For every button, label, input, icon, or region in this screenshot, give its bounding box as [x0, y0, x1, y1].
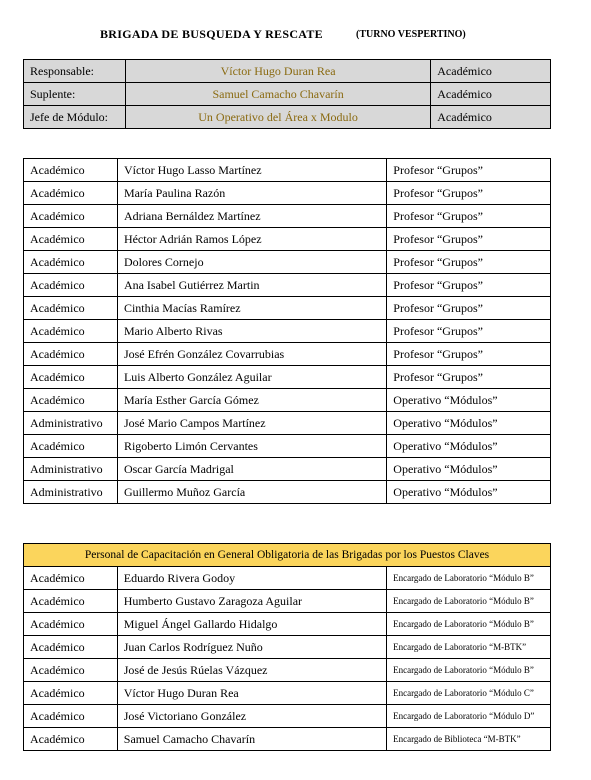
member-row: [24, 389, 551, 412]
member-name: Guillermo Muñoz García: [117, 481, 386, 504]
member-row: [24, 320, 551, 343]
member-row: [24, 458, 551, 481]
leadership-name: Samuel Camacho Chavarín: [125, 83, 430, 106]
training-type: Académico: [24, 567, 118, 590]
leadership-row: [24, 83, 551, 106]
training-row: [24, 705, 551, 728]
training-row: [24, 590, 551, 613]
member-role: Profesor “Grupos”: [387, 205, 551, 228]
training-type: Académico: [24, 705, 118, 728]
member-type: Administrativo: [24, 458, 118, 481]
member-name: Cinthia Macías Ramírez: [117, 297, 386, 320]
member-role: Profesor “Grupos”: [387, 343, 551, 366]
member-row: [24, 274, 551, 297]
member-type: Administrativo: [24, 412, 118, 435]
member-name: Dolores Cornejo: [117, 251, 386, 274]
member-type: Académico: [24, 366, 118, 389]
leadership-role: Académico: [431, 83, 551, 106]
member-type: Académico: [24, 159, 118, 182]
leadership-row: [24, 60, 551, 83]
training-role: Encargado de Laboratorio “Módulo B”: [387, 613, 551, 636]
member-row: [24, 297, 551, 320]
member-name: Adriana Bernáldez Martínez: [117, 205, 386, 228]
member-name: Héctor Adrián Ramos López: [117, 228, 386, 251]
training-type: Académico: [24, 728, 118, 751]
training-type: Académico: [24, 659, 118, 682]
training-role: Encargado de Laboratorio “M-BTK”: [387, 636, 551, 659]
training-row: [24, 567, 551, 590]
training-name: José Victoriano González: [117, 705, 386, 728]
training-type: Académico: [24, 590, 118, 613]
member-role: Profesor “Grupos”: [387, 251, 551, 274]
brigade-members-table: [23, 158, 551, 504]
training-role: Encargado de Laboratorio “Módulo D”: [387, 705, 551, 728]
member-role: Operativo “Módulos”: [387, 458, 551, 481]
training-role: Encargado de Laboratorio “Módulo C”: [387, 682, 551, 705]
training-role: Encargado de Laboratorio “Módulo B”: [387, 659, 551, 682]
training-role: Encargado de Biblioteca “M-BTK”: [387, 728, 551, 751]
member-row: [24, 182, 551, 205]
member-name: Víctor Hugo Lasso Martínez: [117, 159, 386, 182]
member-role: Operativo “Módulos”: [387, 389, 551, 412]
member-type: Académico: [24, 274, 118, 297]
title-shift: (TURNO VESPERTINO): [356, 29, 466, 40]
member-name: José Mario Campos Martínez: [117, 412, 386, 435]
member-name: Rigoberto Limón Cervantes: [117, 435, 386, 458]
training-role: Encargado de Laboratorio “Módulo B”: [387, 590, 551, 613]
training-personnel-table: [23, 543, 551, 751]
training-name: Juan Carlos Rodríguez Nuño: [117, 636, 386, 659]
training-header-row: [24, 544, 551, 567]
leadership-label: Jefe de Módulo:: [24, 106, 126, 129]
member-role: Profesor “Grupos”: [387, 366, 551, 389]
training-row: [24, 659, 551, 682]
member-name: María Paulina Razón: [117, 182, 386, 205]
training-name: Miguel Ángel Gallardo Hidalgo: [117, 613, 386, 636]
member-name: Mario Alberto Rivas: [117, 320, 386, 343]
member-name: María Esther García Gómez: [117, 389, 386, 412]
training-name: Humberto Gustavo Zaragoza Aguilar: [117, 590, 386, 613]
member-type: Administrativo: [24, 481, 118, 504]
member-name: Ana Isabel Gutiérrez Martin: [117, 274, 386, 297]
member-type: Académico: [24, 205, 118, 228]
training-name: Víctor Hugo Duran Rea: [117, 682, 386, 705]
member-type: Académico: [24, 297, 118, 320]
training-row: [24, 613, 551, 636]
member-row: [24, 251, 551, 274]
training-row: [24, 636, 551, 659]
member-role: Profesor “Grupos”: [387, 297, 551, 320]
member-role: Operativo “Módulos”: [387, 412, 551, 435]
member-type: Académico: [24, 228, 118, 251]
member-type: Académico: [24, 182, 118, 205]
member-row: [24, 412, 551, 435]
member-type: Académico: [24, 251, 118, 274]
member-row: [24, 481, 551, 504]
member-type: Académico: [24, 343, 118, 366]
leadership-row: [24, 106, 551, 129]
member-name: José Efrén González Covarrubias: [117, 343, 386, 366]
training-type: Académico: [24, 636, 118, 659]
member-role: Operativo “Módulos”: [387, 435, 551, 458]
leadership-label: Responsable:: [24, 60, 126, 83]
member-row: [24, 159, 551, 182]
training-role: Encargado de Laboratorio “Módulo B”: [387, 567, 551, 590]
member-name: Luis Alberto González Aguilar: [117, 366, 386, 389]
title-main: BRIGADA DE BUSQUEDA Y RESCATE: [100, 27, 323, 41]
training-type: Académico: [24, 613, 118, 636]
training-name: Samuel Camacho Chavarín: [117, 728, 386, 751]
training-name: Eduardo Rivera Godoy: [117, 567, 386, 590]
member-role: Operativo “Módulos”: [387, 481, 551, 504]
training-row: [24, 728, 551, 751]
member-role: Profesor “Grupos”: [387, 182, 551, 205]
member-row: [24, 228, 551, 251]
training-name: José de Jesús Rúelas Vázquez: [117, 659, 386, 682]
member-type: Académico: [24, 389, 118, 412]
member-row: [24, 343, 551, 366]
leadership-role: Académico: [431, 60, 551, 83]
member-type: Académico: [24, 320, 118, 343]
member-role: Profesor “Grupos”: [387, 274, 551, 297]
member-row: [24, 205, 551, 228]
leadership-label: Suplente:: [24, 83, 126, 106]
member-type: Académico: [24, 435, 118, 458]
leadership-name: Víctor Hugo Duran Rea: [125, 60, 430, 83]
training-type: Académico: [24, 682, 118, 705]
training-header: Personal de Capacitación en General Obligatoria de las Brigadas por los Puestos Claves: [24, 544, 551, 567]
member-role: Profesor “Grupos”: [387, 320, 551, 343]
member-role: Profesor “Grupos”: [387, 159, 551, 182]
leadership-table: [23, 59, 551, 129]
member-row: [24, 435, 551, 458]
member-role: Profesor “Grupos”: [387, 228, 551, 251]
member-row: [24, 366, 551, 389]
training-row: [24, 682, 551, 705]
leadership-name: Un Operativo del Área x Modulo: [125, 106, 430, 129]
member-name: Oscar García Madrigal: [117, 458, 386, 481]
leadership-role: Académico: [431, 106, 551, 129]
